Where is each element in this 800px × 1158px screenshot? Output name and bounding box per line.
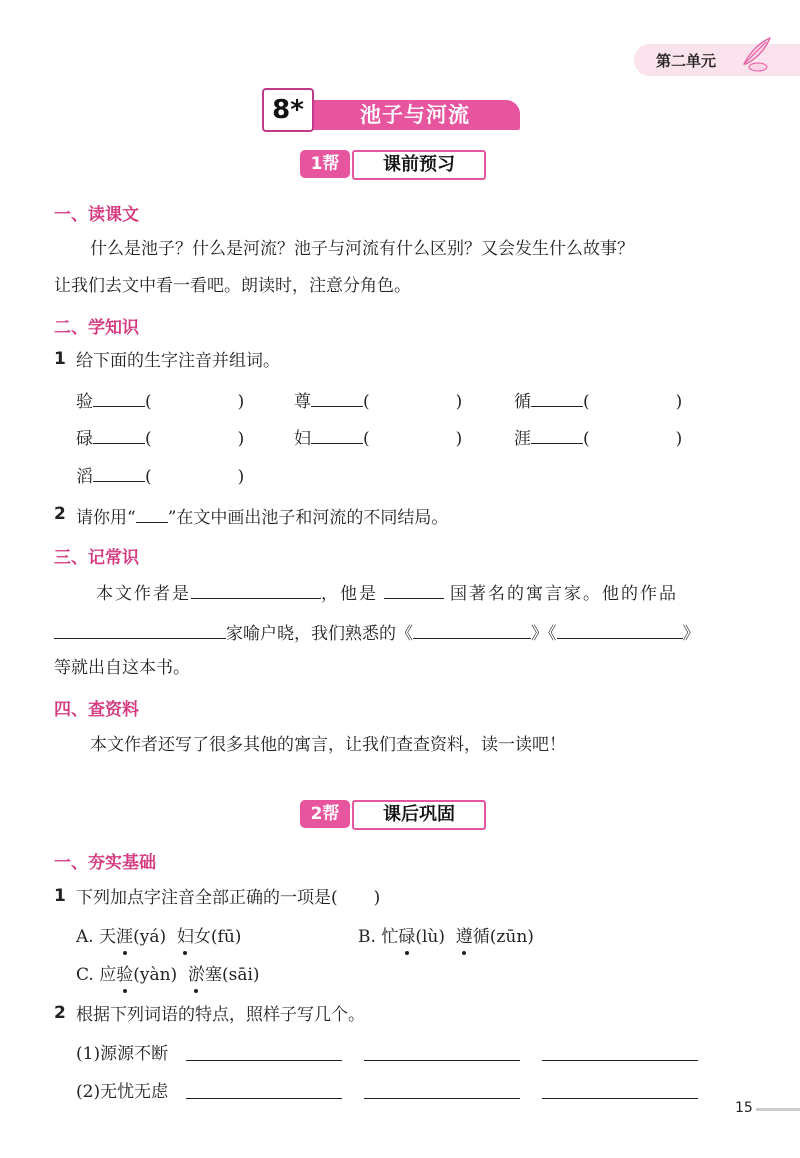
question-text: 请你用“ ”在文中画出池子和河流的不同结局。 [76,504,448,530]
answer-line [364,1098,520,1099]
page-number-rule [756,1108,800,1111]
char-item: 涯 ( ) [514,425,682,451]
char-item: 碌 ( ) [76,425,244,451]
lesson-number: 8* [272,95,304,125]
question-text: 下列加点字注音全部正确的一项是( ) [76,888,381,908]
heading-learn-knowledge: 二、学知识 [54,318,139,338]
word-item-label: (2)无忧无虑 [76,1082,169,1102]
feather-quill-icon [736,34,776,74]
read-text-line1: 什么是池子？什么是河流？池子与河流有什么区别？又会发生什么故事？ [90,239,634,259]
question-text: 根据下列词语的特点，照样子写几个。 [76,1005,365,1025]
answer-line [186,1060,342,1061]
answer-line [186,1098,342,1099]
char-item: 尊 ( ) [294,388,462,414]
question-number: 2 [54,1003,66,1023]
heading-basics: 一、夯实基础 [54,853,156,873]
char-item: 验 ( ) [76,388,244,414]
char-item: 循 ( ) [514,388,682,414]
lesson-title: 池子与河流 [360,103,470,127]
heading-common-knowledge: 三、记常识 [54,548,139,568]
char-item: 妇 ( ) [294,425,462,451]
heading-read-text: 一、读课文 [54,205,139,225]
question-number: 1 [54,349,66,369]
char-item: 滔 ( ) [76,463,244,489]
word-item-label: (1)源源不断 [76,1044,169,1064]
option-a: A. 天涯(yá) 妇女(fū) [76,927,242,947]
answer-line [542,1060,698,1061]
option-c: C. 应验(yàn) 淤塞(sāi) [76,965,260,985]
read-text-line2: 让我们去文中看一看吧。朗读时，注意分角色。 [54,276,411,296]
unit-label: 第二单元 [656,52,717,70]
answer-line [364,1060,520,1061]
question-number: 1 [54,886,66,906]
question-number: 2 [54,504,66,524]
knowledge-text-line3: 等就出自这本书。 [54,658,190,678]
section1-badge: 1帮 [300,150,350,178]
heading-research: 四、查资料 [54,700,139,720]
section2-badge: 2帮 [300,800,350,828]
section1-label: 课前预习 [352,150,486,180]
answer-line [542,1098,698,1099]
knowledge-text-line2: 家喻户晓，我们熟悉的《 》《 》 [54,620,700,646]
research-text: 本文作者还写了很多其他的寓言，让我们查查资料，读一读吧！ [90,735,566,755]
page-number: 15 [735,1100,753,1116]
question-text: 给下面的生字注音并组词。 [76,351,280,371]
section2-label: 课后巩固 [352,800,486,830]
option-b: B. 忙碌(lù) 遵循(zūn) [358,927,534,947]
knowledge-text-line1: 本文作者是 ，他是 国著名的寓言家。他的作品 [96,580,678,606]
